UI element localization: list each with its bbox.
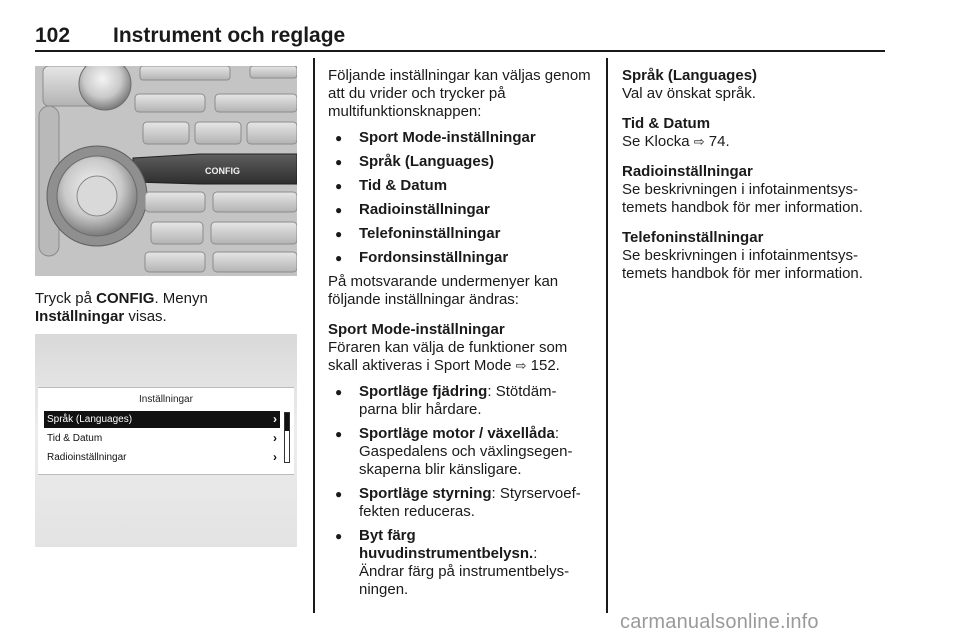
option-text: Stötdäm-parna blir hårdare. <box>359 383 557 418</box>
column-divider-1 <box>313 58 315 613</box>
watermark: carmanualsonline.info <box>620 611 819 633</box>
section-text: Se beskrivningen i infotainmentsys-temets handbok för mer information. <box>622 181 863 216</box>
config-button-label: CONFIG <box>205 166 240 176</box>
option-text: Ändrar färg på instrumentbelys-ningen. <box>359 563 570 598</box>
photo-caption <box>35 290 297 326</box>
section-heading: Radioinställningar <box>622 163 753 180</box>
section-page-ref: 74. <box>708 133 730 150</box>
chevron-right-icon: › <box>273 412 277 426</box>
intro-text: Följande inställningar kan väljas genom att du vrider och trycker på multifunktionsknappen: <box>328 67 591 120</box>
caption-config: CONFIG <box>96 290 155 307</box>
section-text-body: Se Klocka <box>622 133 690 150</box>
display-row <box>44 449 280 466</box>
section-text: Val av önskat språk. <box>622 85 756 102</box>
section-radio <box>622 163 892 217</box>
option-separator: : <box>533 545 538 562</box>
display-title: Inställningar <box>139 394 193 405</box>
column-2 <box>328 67 593 605</box>
section-text <box>622 133 892 151</box>
display-row <box>44 430 280 447</box>
list-item <box>328 383 593 419</box>
display-row-label: Språk (Languages) <box>47 414 133 425</box>
page-reference-icon: ⇨ <box>693 134 705 149</box>
option-separator: : <box>554 425 560 442</box>
section-heading: Tid & Datum <box>622 115 711 132</box>
control-panel-illustration <box>35 66 297 276</box>
display-row-label: Radioinställningar <box>47 452 127 463</box>
caption-suffix: visas. <box>124 308 167 325</box>
chevron-right-icon: › <box>273 431 277 445</box>
list-item: ● Telefoninställningar <box>328 225 593 243</box>
list-item: ● Tid & Datum <box>328 177 593 195</box>
option-separator: : <box>491 485 500 502</box>
list-item <box>328 527 593 599</box>
section-heading: Språk (Languages) <box>622 67 758 84</box>
option-term: Sportläge motor / växellåda <box>359 425 555 442</box>
caption-prefix: Tryck på <box>35 290 97 307</box>
sport-heading: Sport Mode-inställningar <box>328 321 505 338</box>
chevron-right-icon: › <box>273 450 277 464</box>
sport-options-list <box>328 383 593 599</box>
list-item: ● Sport Mode-inställningar <box>328 129 593 147</box>
display-row-selected <box>44 411 280 428</box>
sport-text <box>328 339 593 375</box>
display-row-label: Tid & Datum <box>47 433 103 444</box>
display-scroll-thumb <box>285 413 289 431</box>
page-reference-icon: ⇨ <box>515 358 527 373</box>
list-item: ● Fordonsinställningar <box>328 249 593 267</box>
list-item: ● Radioinställningar <box>328 201 593 219</box>
sport-page-ref: 152. <box>530 357 560 374</box>
section-language <box>622 67 892 103</box>
caption-mid: . Menyn <box>154 290 208 307</box>
section-heading: Telefoninställningar <box>622 229 764 246</box>
settings-list <box>328 129 593 267</box>
section-time-date <box>622 115 892 151</box>
sport-description: Föraren kan välja de funktioner som skall aktiveras i Sport Mode <box>328 339 568 374</box>
section-text: Se beskrivningen i infotainmentsys-temets handbok för mer information. <box>622 247 863 282</box>
list-item <box>328 425 593 479</box>
option-term: Byt färg huvudinstrumentbelysn. <box>359 527 534 562</box>
list-item: ● Språk (Languages) <box>328 153 593 171</box>
column-divider-2 <box>606 58 608 613</box>
chapter-title: Instrument och reglage <box>113 24 346 47</box>
option-term: Sportläge fjädring <box>359 383 488 400</box>
option-text: Styrservoef-fekten reduceras. <box>359 485 581 520</box>
list-item <box>328 485 593 521</box>
submenus-text: På motsvarande undermenyer kan följande inställningar ändras: <box>328 273 559 308</box>
display-screen <box>38 387 294 475</box>
column-3 <box>622 67 892 295</box>
section-phone <box>622 229 892 283</box>
header-rule <box>35 50 885 52</box>
option-term: Sportläge styrning <box>359 485 492 502</box>
caption-menu: Inställningar <box>35 308 125 325</box>
option-separator: : <box>487 383 496 400</box>
option-text: Gaspedalens och växlingsegen-skaperna blir känsligare. <box>359 443 573 478</box>
display-scrollbar <box>284 412 290 463</box>
control-panel-photo <box>35 66 297 276</box>
display-screenshot <box>35 334 297 547</box>
page-number: 102 <box>35 24 71 47</box>
